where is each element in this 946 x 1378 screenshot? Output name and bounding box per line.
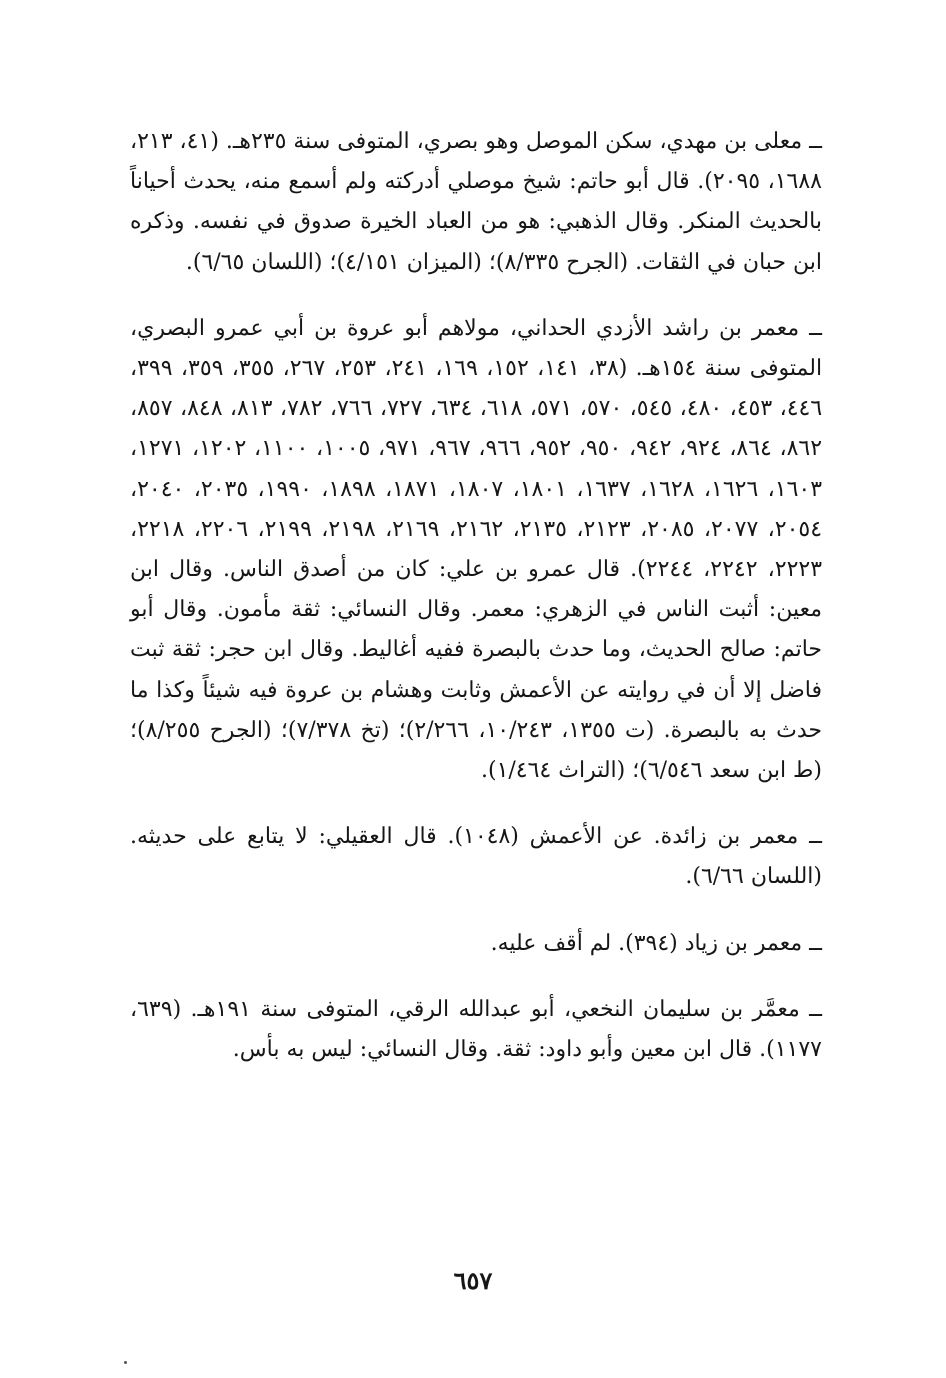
entry-mamar-bin-zaida: ــ معمر بن زائدة. عن الأعمش (١٠٤٨). قال العقيلي: لا يتابع على حديثه. (اللسان ٦/٦٦). (130, 824, 822, 890)
speck-mark (124, 1361, 127, 1364)
entry-mualla-bin-mahdi: ــ معلى بن مهدي، سكن الموصل وهو بصري، المتوفى سنة ٢٣٥هـ. (٤١، ٢١٣، ١٦٨٨، ٢٠٩٥). قال أبو حاتم: شيخ موصلي أدركته ولم أسمع منه، يحدث أحياناً بالحديث المنكر. وقال الذهبي: هو من العباد الخيرة صدوق في نفسه. وذكره ابن حبان في الثقات. (الجرح ٨/٣٣٥)؛ (الميزان ٤/١٥١)؛ (اللسان ٦/٦٥). (130, 129, 823, 275)
entry-muammar-bin-sulayman: ــ معمَّر بن سليمان النخعي، أبو عبدالله الرقي، المتوفى سنة ١٩١هـ. (٦٣٩، ١١٧٧). قال ابن معين وأبو داود: ثقة. وقال النسائي: ليس به بأس. (130, 996, 822, 1063)
entry-mamar-bin-rashid: ــ معمر بن راشد الأزدي الحداني، مولاهم أبو عروة بن أبي عمرو البصري، المتوفى سنة ١٥٤هـ. (٣٨، ١٤١، ١٥٢، ١٦٩، ٢٤١، ٢٥٣، ٢٦٧، ٣٥٥، ٣٥٩، ٣٩٩، ٤٤٦، ٤٥٣، ٤٨٠، ٥٤٥، ٥٧٠، ٥٧١، ٦١٨، ٦٣٤، ٧٢٧، ٧٦٦، ٧٨٢، ٨١٣، ٨٤٨، ٨٥٧، ٨٦٢، ٨٦٤، ٩٢٤، ٩٤٢، ٩٥٠، ٩٥٢، ٩٦٦، ٩٦٧، ٩٧١، ١٠٠٥، ١١٠٠، ١٢٠٢، ١٢٧١، ١٦٠٣، ١٦٢٦، ١٦٢٨، ١٦٣٧، ١٨٠١، ١٨٠٧، ١٨٧١، ١٨٩٨، ١٩٩٠، ٢٠٣٥، ٢٠٤٠، ٢٠٥٤، ٢٠٧٧، ٢٠٨٥، ٢١٢٣، ٢١٣٥، ٢١٦٢، ٢١٦٩، ٢١٩٨، ٢١٩٩، ٢٢٠٦، ٢٢١٨، ٢٢٢٣، ٢٢٤٢، ٢٢٤٤). قال عمرو بن علي: كان من أصدق الناس. وقال ابن معين: أثبت الناس في الزهري: معمر. وقال النسائي: ثقة مأمون. وقال أبو حاتم: صالح الحديث، وما حدث بالبصرة ففيه أغاليط. وقال ابن حجر: ثقة ثبت فاضل إلا أن في روايته عن الأعمش وثابت وهشام بن عروة فيه شيئاً وكذا ما حدث به بالبصرة. (ت ١٣٥٥، ١٠/٢٤٣، ٢/٢٦٦)؛ (تخ ٧/٣٧٨)؛ (الجرح ٨/٢٥٥)؛ (ط ابن سعد ٦/٥٤٦)؛ (التراث ١/٤٦٤). (130, 315, 823, 784)
entry-mamar-bin-ziyad: ــ معمر بن زياد (٣٩٤). لم أقف عليه. (490, 930, 822, 956)
page-number: ٦٥٧ (453, 1266, 493, 1295)
page-body (130, 122, 822, 1070)
